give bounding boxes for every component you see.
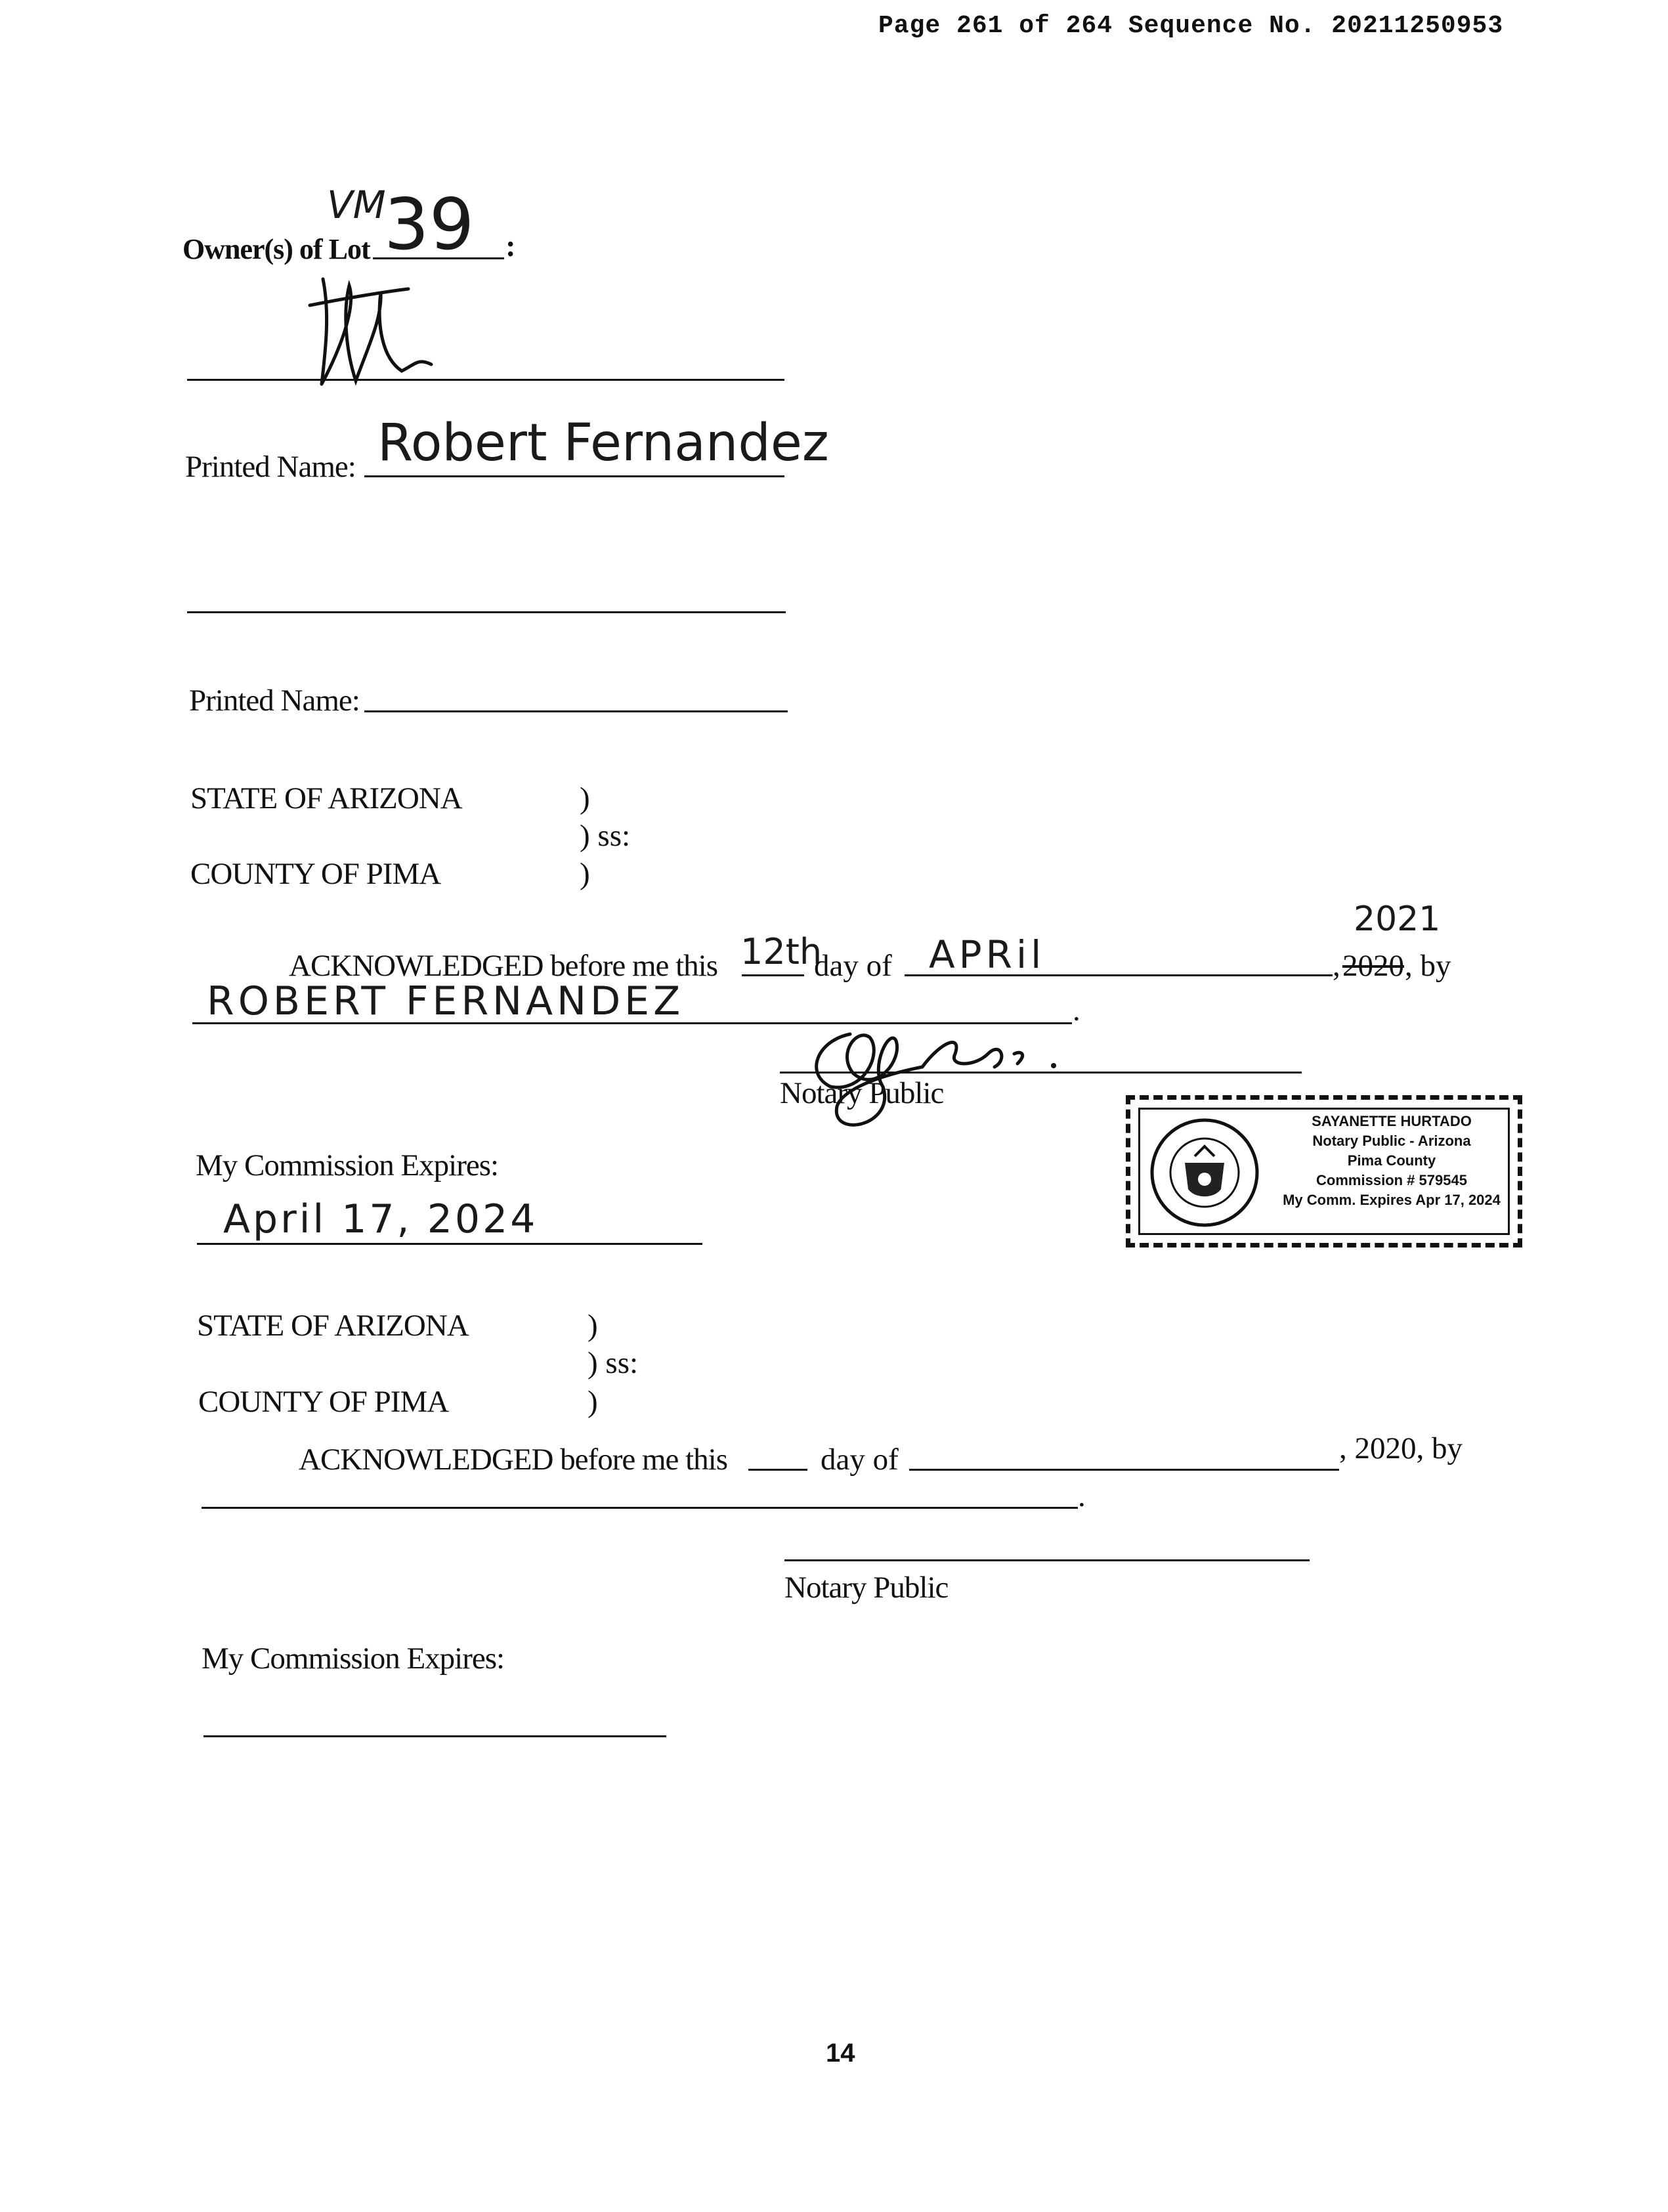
state-seal-icon: [1149, 1117, 1260, 1228]
owner-signature: [303, 266, 448, 391]
notary-signature: [791, 1014, 1093, 1133]
printed-name-value-1: Robert Fernandez: [377, 414, 829, 473]
page-header: Page 261 of 264 Sequence No. 20211250953: [878, 12, 1504, 40]
stamp-name: SAYANETTE HURTADO: [1312, 1113, 1472, 1129]
day-of-2: day of: [821, 1442, 899, 1477]
commission-label-1: My Commission Expires:: [196, 1148, 499, 1182]
year-printed-1: 2020: [1342, 949, 1404, 983]
owner-lot-label: Owner(s) of Lot: [182, 233, 370, 265]
notary-signature-line-2: [784, 1559, 1310, 1561]
period-1: .: [1073, 993, 1080, 1028]
printed-name-label-2: Printed Name:: [189, 683, 360, 718]
owner-signature-line: [187, 379, 784, 381]
day-of-1: day of: [814, 949, 892, 983]
day-value-1: 12th: [740, 931, 823, 972]
stamp-title: Notary Public - Arizona: [1312, 1133, 1471, 1149]
printed-name-line-1: [364, 475, 784, 477]
ss-2: ) ss:: [588, 1346, 639, 1380]
period-2: .: [1078, 1479, 1086, 1513]
commission-label-2: My Commission Expires:: [202, 1641, 505, 1676]
ack-text-1: ACKNOWLEDGED before me this: [289, 949, 718, 983]
state-of-arizona-2: STATE OF ARIZONA: [197, 1309, 469, 1343]
stamp-county: Pima County: [1347, 1152, 1436, 1169]
name-value-1: ROBERT FERNANDEZ: [207, 978, 685, 1024]
second-owner-signature-line: [187, 611, 786, 613]
paren-2b: ): [588, 1385, 598, 1419]
ack-text-2: ACKNOWLEDGED before me this: [299, 1442, 728, 1477]
paren-1a: ): [580, 781, 590, 815]
commission-value-1: April 17, 2024: [223, 1196, 538, 1242]
by-1: , by: [1405, 949, 1451, 983]
lot-number-handwritten: 39: [384, 184, 475, 266]
county-of-pima-2: COUNTY OF PIMA: [198, 1385, 449, 1419]
printed-name-line-2: [364, 710, 788, 712]
notary-public-label-2: Notary Public: [784, 1571, 949, 1605]
year-by-2: , 2020, by: [1339, 1431, 1463, 1465]
lot-initials: VM: [327, 183, 386, 227]
name-line-2: [202, 1507, 1078, 1509]
paren-2a: ): [588, 1309, 598, 1343]
state-of-arizona-1: STATE OF ARIZONA: [190, 781, 462, 815]
paren-1b: ): [580, 857, 590, 891]
stamp-commission: Commission # 579545: [1316, 1172, 1467, 1188]
comma-1: ,: [1333, 949, 1340, 983]
ss-1: ) ss:: [580, 819, 631, 853]
notary-public-label-1: Notary Public: [780, 1076, 944, 1110]
page-number: 14: [826, 2039, 855, 2068]
notary-signature-line-1: [780, 1072, 1302, 1073]
lot-colon: :: [505, 229, 516, 263]
commission-line-1: [197, 1243, 702, 1245]
county-of-pima-1: COUNTY OF PIMA: [190, 857, 441, 891]
month-value-1: APRil: [929, 932, 1046, 977]
notary-stamp: [1126, 1095, 1522, 1247]
day-line-1: [742, 974, 804, 976]
day-line-2: [748, 1469, 807, 1471]
commission-line-2: [203, 1735, 666, 1737]
month-line-2: [909, 1469, 1339, 1471]
year-handwritten-1: 2021: [1354, 900, 1441, 939]
stamp-expires: My Comm. Expires Apr 17, 2024: [1283, 1192, 1501, 1208]
printed-name-label-1: Printed Name:: [185, 450, 356, 484]
